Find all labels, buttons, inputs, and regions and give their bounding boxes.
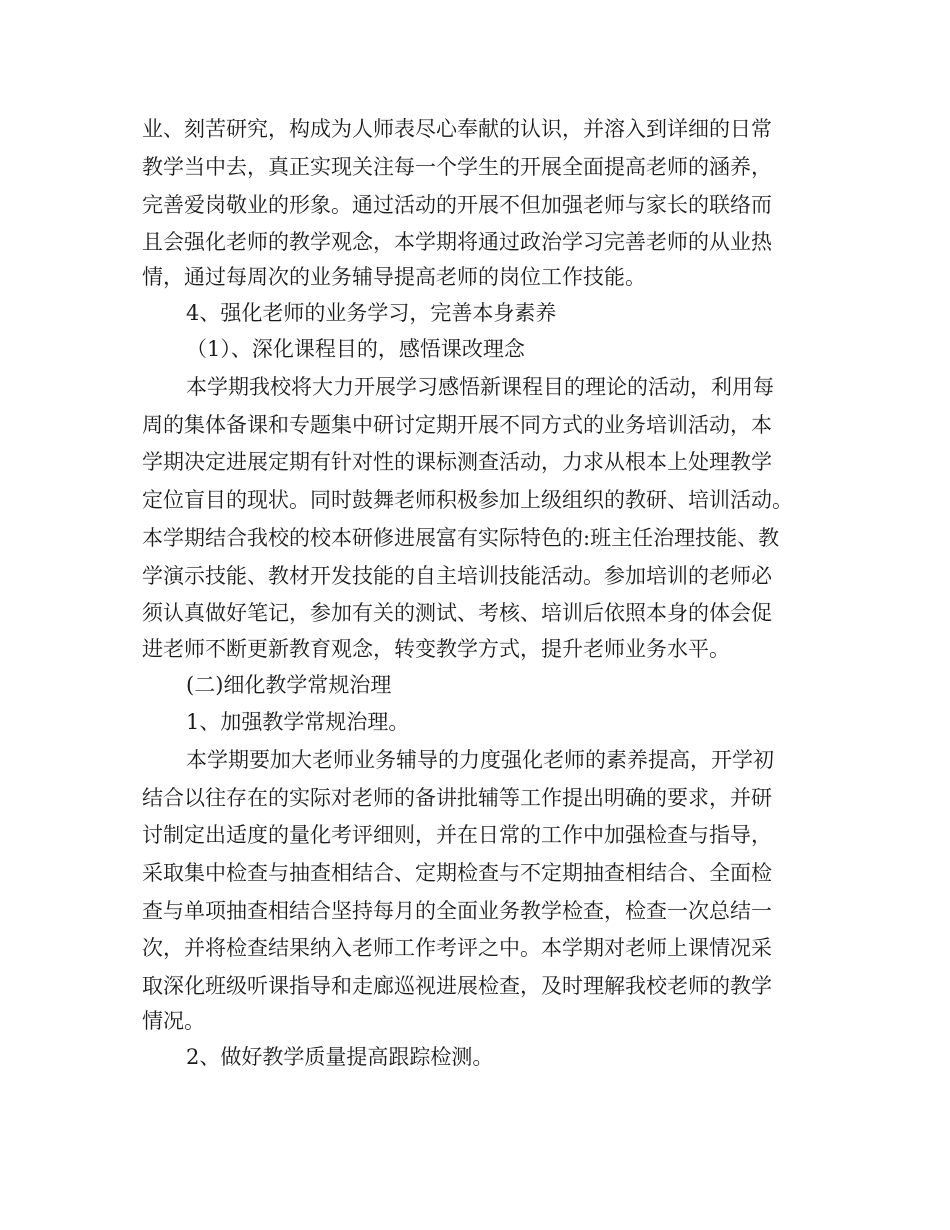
paragraph-line: 且会强化老师的教学观念，本学期将通过政治学习完善老师的从业热 [142,230,772,254]
paragraph-line: 取深化班级听课指导和走廊巡视进展检查，及时理解我校老师的教学 [142,974,772,998]
subsection-heading: 2、做好教学质量提高跟踪检测。 [186,1045,494,1069]
paragraph-line: 采取集中检查与抽查相结合、定期检查与不定期抽查相结合、全面检 [142,861,772,885]
paragraph-line: 本学期要加大老师业务辅导的力度强化老师的素养提高，开学初 [186,748,774,772]
paragraph-line: 情况。 [142,1009,205,1033]
paragraph-line: 定位盲目的现状。同时鼓舞老师积极参加上级组织的教研、培训活动。 [142,488,793,512]
subsection-heading: （1）、深化课程目的，感悟课改理念 [186,337,525,361]
paragraph-line: 本学期结合我校的校本研修进展富有实际特色的:班主任治理技能、教 [142,526,780,550]
paragraph-line: 讨制定出适度的量化考评细则，并在日常的工作中加强检查与指导， [142,823,772,847]
paragraph-line: 周的集体备课和专题集中研讨定期开展不同方式的业务培训活动，本 [142,413,772,437]
paragraph-line: 本学期我校将大力开展学习感悟新课程目的理论的活动，利用每 [186,375,774,399]
paragraph-line: 学演示技能、教材开发技能的自主培训技能活动。参加培训的老师必 [142,564,772,588]
paragraph-line: 情，通过每周次的业务辅导提高老师的岗位工作技能。 [142,265,646,289]
paragraph-line: 进老师不断更新教育观念，转变教学方式，提升老师业务水平。 [142,637,730,661]
subsection-heading: 1、加强教学常规治理。 [186,710,410,734]
paragraph-line: 完善爱岗敬业的形象。通过活动的开展不但加强老师与家长的联络而 [142,193,772,217]
paragraph-line: 学期决定进展定期有针对性的课标测查活动，力求从根本上处理教学 [142,450,772,474]
section-heading: 4、强化老师的业务学习，完善本身素养 [186,301,557,325]
paragraph-line: 查与单项抽查相结合坚持每月的全面业务教学检查，检查一次总结一 [142,899,772,923]
paragraph-line: 结合以往存在的实际对老师的备讲批辅等工作提出明确的要求，并研 [142,786,772,810]
paragraph-line: 次，并将检查结果纳入老师工作考评之中。本学期对老师上课情况采 [142,936,772,960]
paragraph-line: 业、刻苦研究，构成为人师表尽心奉献的认识，并溶入到详细的日常 [142,117,772,141]
section-heading: (二)细化教学常规治理 [186,673,392,697]
paragraph-line: 教学当中去，真正实现关注每一个学生的开展全面提高老师的涵养， [142,155,772,179]
paragraph-line: 须认真做好笔记，参加有关的测试、考核、培训后依照本身的体会促 [142,601,772,625]
